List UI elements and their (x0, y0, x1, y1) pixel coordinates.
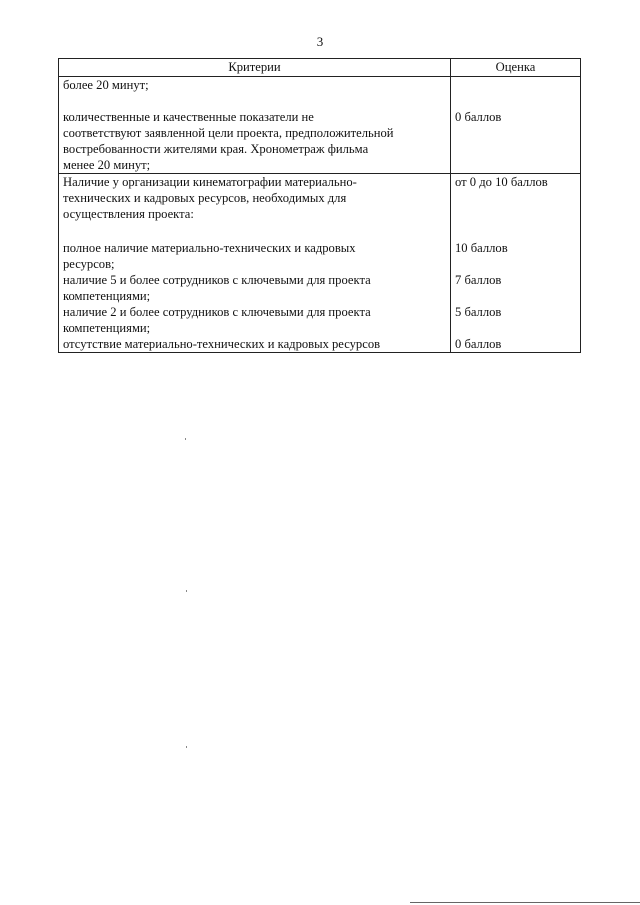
table-row (59, 77, 581, 174)
criteria-text: Наличие у организации кинематографии материально- (63, 175, 357, 189)
score-text: 7 баллов (455, 273, 502, 287)
criteria-text: наличие 5 и более сотрудников с ключевыми для проекта (63, 273, 371, 287)
score-text: от 0 до 10 баллов (455, 175, 548, 189)
score-cell (451, 77, 581, 174)
criteria-text: менее 20 минут; (63, 158, 151, 172)
criteria-text: технических и кадровых ресурсов, необходимых для (63, 191, 347, 205)
page-number: 3 (316, 34, 324, 49)
criteria-text: полное наличие материально-технических и кадровых (63, 241, 356, 255)
table-row (59, 174, 581, 353)
score-text: 0 баллов (455, 337, 502, 351)
criteria-text: наличие 2 и более сотрудников с ключевыми для проекта (63, 305, 371, 319)
score-text: 10 баллов (455, 241, 508, 255)
criteria-text: компетенциями; (63, 321, 151, 335)
table-header-row (59, 59, 581, 77)
score-text: 0 баллов (455, 110, 502, 124)
criteria-text: востребованности жителями края. Хронометраж фильма (63, 142, 369, 156)
criteria-text: соответствуют заявленной цели проекта, предположительной (63, 126, 394, 140)
scan-artifact-line (410, 902, 640, 903)
criteria-text: количественные и качественные показатели не (63, 110, 314, 124)
score-cell (451, 174, 581, 353)
score-column-header: Оценка (451, 59, 581, 77)
score-text: 5 баллов (455, 305, 502, 319)
criteria-column-header: Критерии (59, 59, 451, 77)
criteria-text: компетенциями; (63, 289, 151, 303)
criteria-cell (59, 174, 451, 353)
criteria-text: отсутствие материально-технических и кадровых ресурсов (63, 337, 381, 351)
criteria-text: более 20 минут; (63, 78, 149, 92)
criteria-cell (59, 77, 451, 174)
criteria-text: осуществления проекта: (63, 207, 194, 221)
criteria-text: ресурсов; (63, 257, 115, 271)
scan-speck (186, 590, 187, 592)
scan-speck (186, 746, 187, 748)
criteria-table (58, 58, 581, 353)
scan-speck (185, 438, 186, 440)
